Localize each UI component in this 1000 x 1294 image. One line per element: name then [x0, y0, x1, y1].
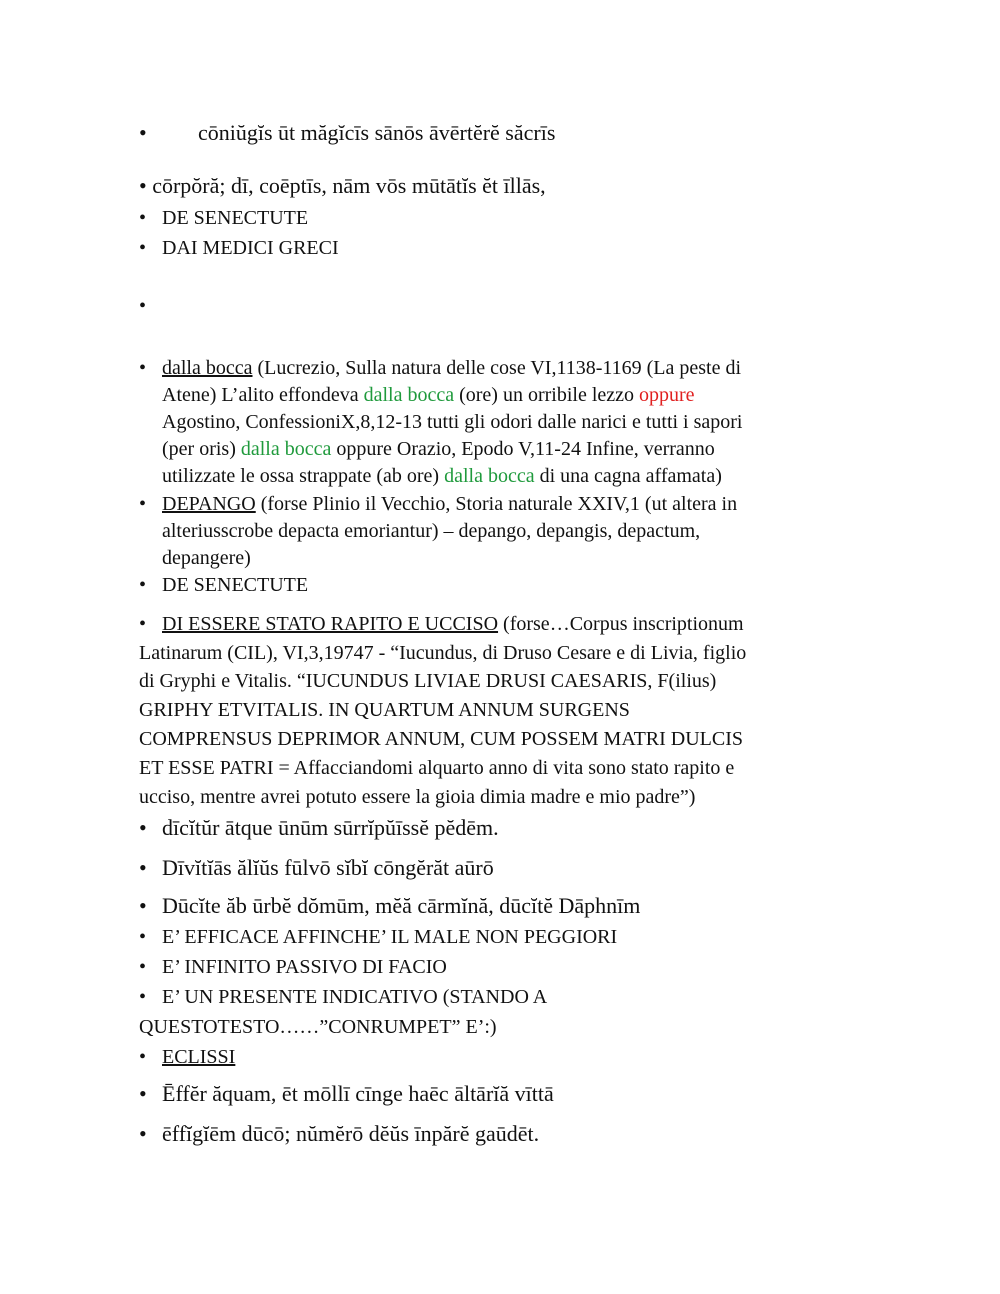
list-item-continuation: depangere) — [162, 547, 251, 569]
list-item-continuation: COMPRENSUS DEPRIMOR ANNUM, CUM POSSEM MATRI DULCIS — [139, 728, 744, 750]
bullet: • — [139, 855, 147, 880]
list-item: E’ INFINITO PASSIVO DI FACIO — [162, 956, 447, 978]
bullet: • — [139, 926, 147, 948]
bullet: • — [139, 893, 147, 918]
list-item-continuation: di Gryphi e Vitalis. “IUCUNDUS LIVIAE DRUSI CAESARIS, F(ilius) — [139, 670, 717, 692]
latin-verse-line: Dīvĭtĭās ălĭŭs fūlvō sĭbĭ cōngĕrăt aūrō — [162, 855, 494, 880]
list-item-continuation: utilizzate le ossa strappate (ab ore) dalla bocca di una cagna affamata) — [162, 465, 722, 487]
bullet: • — [139, 357, 147, 379]
list-item-continuation: ucciso, mentre avrei potuto essere la gioia dimia madre e mio padre”) — [139, 786, 696, 808]
list-item-continuation: GRIPHY ETVITALIS. IN QUARTUM ANNUM SURGENS — [139, 699, 630, 721]
latin-verse-line: Ēffĕr ăquam, ēt mōllī cīnge haēc āltārĭă vīttā — [162, 1081, 554, 1106]
latin-verse-line: • cōrpŏră; dī, coēptīs, nām vōs mūtātĭs ĕt īllās, — [139, 173, 546, 198]
list-item-continuation: alteriusscrobe depacta emoriantur) – depango, depangis, depactum, — [162, 520, 701, 542]
latin-verse-line: cōniŭgĭs ūt măgĭcīs sānōs āvērtĕrĕ săcrīs — [198, 120, 556, 145]
list-item-continuation: QUESTOTESTO……”CONRUMPET” E’:) — [139, 1016, 497, 1038]
latin-verse-line: Dūcĭte ăb ūrbĕ dŏmūm, mĕă cārmĭnă, dūcĭtĕ Dāphnīm — [162, 893, 641, 918]
bullet: • — [139, 613, 147, 635]
bullet: • — [139, 1121, 147, 1146]
latin-verse-line: ēffĭgĭēm dūcō; nŭmĕrō dĕŭs īnpărĕ gaūdēt. — [162, 1121, 540, 1146]
entry-term: DEPANGO — [162, 493, 256, 515]
list-item-continuation: ET ESSE PATRI = Affacciandomi alquarto anno di vita sono stato rapito e — [139, 757, 735, 779]
bullet: • — [139, 956, 147, 978]
bullet: • — [139, 295, 147, 317]
list-item: dalla bocca (Lucrezio, Sulla natura delle cose VI,1138-1169 (La peste di — [162, 357, 742, 379]
list-item: E’ EFFICACE AFFINCHE’ IL MALE NON PEGGIORI — [162, 926, 618, 948]
list-item: DAI MEDICI GRECI — [162, 237, 339, 259]
bullet: • — [139, 207, 147, 229]
bullet: • — [139, 1081, 147, 1106]
bullet: • — [139, 1046, 147, 1068]
list-item: DEPANGO (forse Plinio il Vecchio, Storia naturale XXIV,1 (ut altera in — [162, 493, 738, 515]
bullet: • — [139, 237, 147, 259]
list-item: DE SENECTUTE — [162, 574, 309, 596]
list-item-continuation: Agostino, ConfessioniX,8,12-13 tutti gli odori dalle narici e tutti i sapori — [162, 411, 743, 433]
bullet: • — [139, 815, 147, 840]
list-item: E’ UN PRESENTE INDICATIVO (STANDO A — [162, 986, 548, 1008]
entry-term: ECLISSI — [162, 1046, 236, 1068]
list-item-continuation: Latinarum (CIL), VI,3,19747 - “Iucundus, di Druso Cesare e di Livia, figlio — [139, 642, 747, 664]
bullet: • — [139, 986, 147, 1008]
entry-term: dalla bocca — [162, 357, 253, 379]
bullet: • — [139, 120, 147, 145]
list-item: DE SENECTUTE — [162, 207, 309, 229]
entry-term: DI ESSERE STATO RAPITO E UCCISO — [162, 613, 499, 635]
bullet: • — [139, 493, 147, 515]
list-item: DI ESSERE STATO RAPITO E UCCISO (forse…Corpus inscriptionum — [162, 613, 744, 635]
latin-verse-line: dīcĭtŭr ātque ūnūm sūrrĭpŭīssĕ pĕdēm. — [162, 815, 499, 840]
list-item-continuation: (per oris) dalla bocca oppure Orazio, Epodo V,11-24 Infine, verranno — [162, 438, 715, 460]
list-item-continuation: Atene) L’alito effondeva dalla bocca (ore) un orribile lezzo oppure — [162, 384, 695, 406]
bullet: • — [139, 574, 147, 596]
